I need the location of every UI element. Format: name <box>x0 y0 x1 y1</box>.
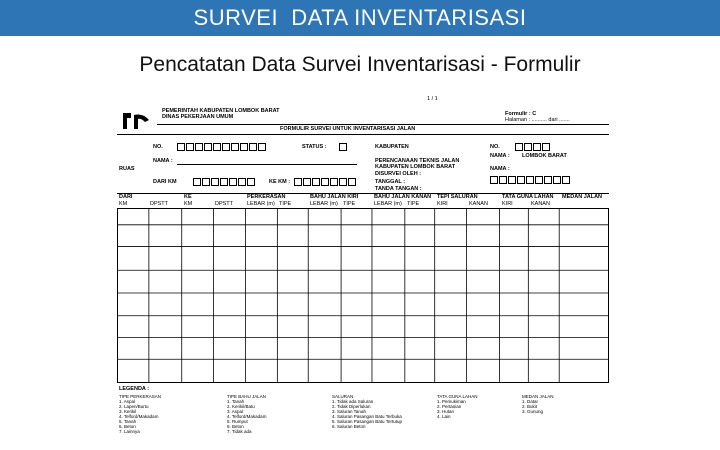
col-bahu-kanan: BAHU JALAN KANAN <box>374 194 432 200</box>
formulir-label: Formulir : C <box>505 111 537 117</box>
no-label: NO. <box>153 144 163 150</box>
sub-tipe1: TIPE <box>279 201 292 207</box>
survey-form-image <box>117 97 609 437</box>
org-department: DINAS PEKERJAAN UMUM <box>162 114 234 120</box>
nama2-boxes <box>490 176 571 184</box>
page-mark: 1 / 1 <box>427 96 438 102</box>
tanggal-label: TANGGAL : <box>375 179 406 185</box>
status-label: STATUS : <box>302 144 327 150</box>
ke-km-label: KE KM : <box>269 179 291 185</box>
nama-value: LOMBOK BARAT <box>522 153 567 159</box>
nama-ruas-line <box>177 164 357 165</box>
legend-perkerasan: TIPE PERKERASAN 1. Aspal 2. Lapen/Burtu 3. Kerikil 4. Telford/Makadam 5. Tanah 6. Beton 7. Lainnya <box>119 394 162 434</box>
nama-ruas-label: NAMA : <box>153 158 173 164</box>
nama-label: NAMA : <box>490 153 510 159</box>
sub-tipe3: TIPE <box>407 201 420 207</box>
sub-tipe2: TIPE <box>343 201 356 207</box>
sub-kiri2: KIRI <box>502 201 513 207</box>
dari-km-boxes <box>193 178 256 186</box>
col-medan-jalan: MEDAN JALAN <box>562 194 603 200</box>
perencanaan-line2: KABUPATEN LOMBOK BARAT <box>375 164 456 170</box>
no2-label: NO. <box>490 144 500 150</box>
slide-subtitle: Pencatatan Data Survei Inventarisasi - Formulir <box>139 53 581 76</box>
dari-km-label: DARI KM <box>153 179 177 185</box>
sub-kanan2: KANAN <box>531 201 550 207</box>
data-grid <box>117 208 609 383</box>
legend-saluran: SALURAN 1. Tidak ada Saluran 2. Tidak Diperlukan 3. Saluran Tanah 4. Saluran Pasangan Batu Terbuka 5. Saluran Pasangan Batu Tertutup 6. Saluran Beton <box>332 394 402 429</box>
status-box <box>339 143 348 151</box>
slide-title-bar <box>0 0 720 36</box>
halaman-label: Halaman : .......... dari ....... <box>505 117 570 123</box>
perencanaan-line1: PERENCANAAN TEKNIS JALAN <box>375 158 460 164</box>
no2-boxes <box>515 143 551 151</box>
no-boxes <box>177 143 267 151</box>
legend-bahu-jalan: TIPE BAHU JALAN 1. Tanah 2. Kerikil/Batu 3. Aspal 4. Telford/Makadam 5. Rumput 6. Beton 7. Tidak ada <box>227 394 267 434</box>
sub-kiri: KIRI <box>437 201 448 207</box>
legend-tata-guna-lahan: TATA GUNA LAHAN 1. Pemukiman 2. Pertanian 3. Hutan 4. Lain <box>437 394 478 419</box>
government-logo-icon <box>121 110 151 132</box>
sub-dpt2: DPSTT <box>215 201 234 207</box>
sub-km1: KM <box>119 201 128 207</box>
org-name: PEMERINTAH KABUPATEN LOMBOK BARAT <box>162 108 280 114</box>
disurvei-label: DISURVEI OLEH : <box>375 171 422 177</box>
sub-lebar1: LEBAR (m) <box>247 201 275 207</box>
legend-title: LEGENDA : <box>119 386 150 392</box>
col-bahu-kiri: BAHU JALAN KIRI <box>310 194 359 200</box>
legend-medan-jalan: MEDAN JALAN 1. Datar 2. Bukit 3. Gunung <box>522 394 554 414</box>
nama2-label: NAMA : <box>490 166 510 172</box>
form-title: FORMULIR SURVEI UNTUK INVENTARISASI JALAN <box>280 126 416 132</box>
sub-dpt1: DPSTT <box>150 201 169 207</box>
sub-km2: KM <box>184 201 193 207</box>
tanda-tangan-label: TANDA TANGAN : <box>375 186 422 192</box>
col-tata-guna-lahan: TATA GUNA LAHAN <box>502 194 554 200</box>
kabupaten-label: KABUPATEN <box>375 144 409 150</box>
col-tepi-saluran: TEPI SALURAN <box>437 194 478 200</box>
col-ke: KE <box>184 194 192 200</box>
title-divider <box>117 134 609 135</box>
col-perkerasan: PERKERASAN <box>247 194 286 200</box>
sub-lebar2: LEBAR (m) <box>310 201 338 207</box>
col-dari: DARI <box>119 194 133 200</box>
sub-kanan: KANAN <box>469 201 488 207</box>
sub-lebar3: LEBAR (m) <box>374 201 402 207</box>
ke-km-boxes <box>294 178 357 186</box>
header-divider <box>157 124 609 125</box>
ruas-label: RUAS <box>119 166 135 172</box>
slide-title: SURVEI DATA INVENTARISASI <box>193 5 527 30</box>
